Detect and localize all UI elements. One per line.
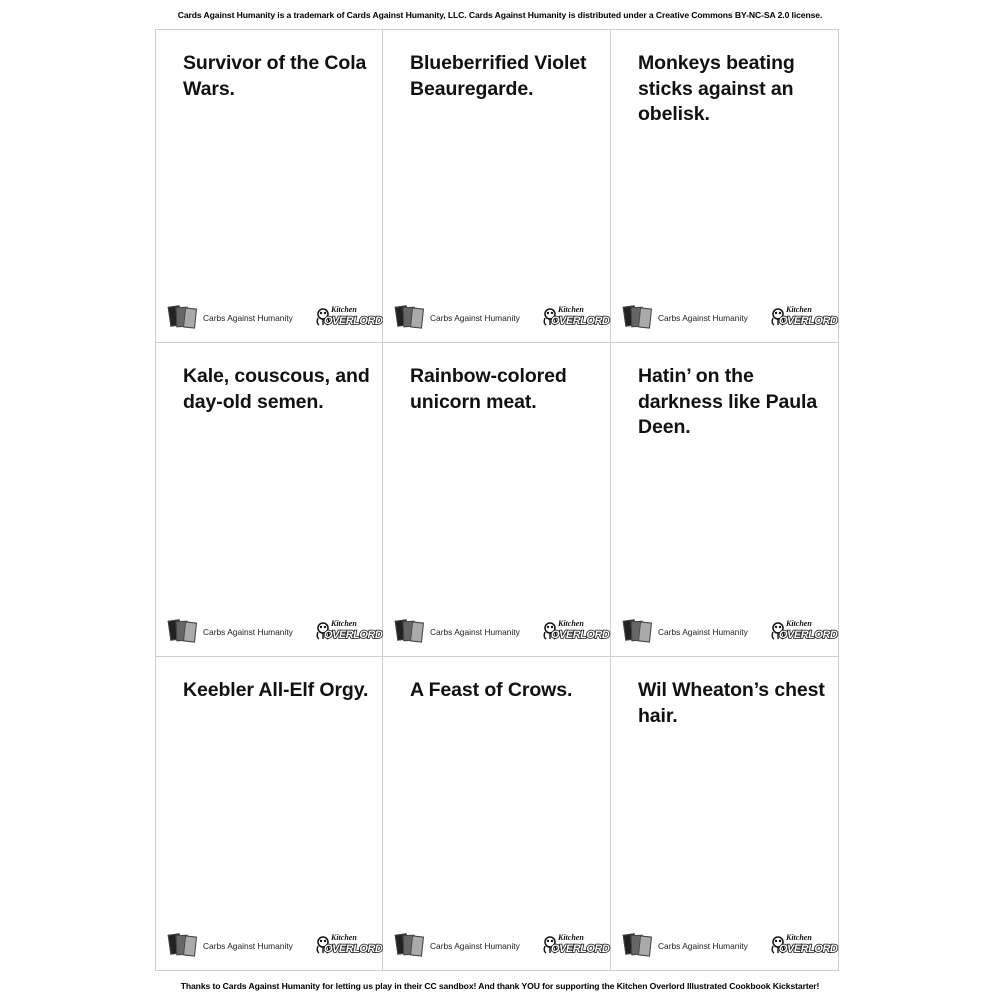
- stacked-cards-icon: [396, 306, 428, 328]
- kitchen-overlord-logo: [770, 305, 838, 329]
- deck-name: Carbs Against Humanity: [203, 313, 293, 323]
- card-footer: [624, 619, 838, 643]
- logo-bottom-text: OVERLORD: [779, 943, 838, 955]
- answer-card: [155, 657, 383, 971]
- answer-card: [155, 343, 383, 657]
- logo-bottom-text: OVERLORD: [551, 629, 610, 641]
- deck-name: Carbs Against Humanity: [430, 627, 520, 637]
- kitchen-overlord-logo: [542, 933, 610, 957]
- logo-bottom-text: OVERLORD: [779, 315, 838, 327]
- card-text: A Feast of Crows.: [410, 679, 573, 701]
- answer-card: [383, 29, 611, 343]
- stacked-cards-icon: [169, 934, 201, 956]
- card-footer: [169, 933, 383, 957]
- card-text: Hatin’ on the darkness like Paula Deen.: [638, 365, 818, 438]
- logo-top-text: Kitchen: [558, 933, 584, 942]
- logo-top-text: Kitchen: [786, 305, 812, 314]
- logo-bottom-text: OVERLORD: [324, 629, 383, 641]
- answer-card: [155, 29, 383, 343]
- card-text: Blueberrified Violet Beauregarde.: [410, 52, 587, 100]
- kitchen-overlord-logo: [315, 619, 383, 643]
- card-footer: [396, 619, 610, 643]
- logo-bottom-text: OVERLORD: [551, 315, 610, 327]
- trademark-notice: Cards Against Humanity is a trademark of Cards Against Humanity, LLC. Cards Against Humanity is distributed under a Creative Commons BY-NC-SA 2.0 license.: [177, 10, 823, 20]
- card-text: Rainbow-colored unicorn meat.: [410, 365, 567, 413]
- thanks-note: Thanks to Cards Against Humanity for letting us play in their CC sandbox! And thank YOU for supporting the Kitchen Overlord Illustrated Cookbook Kickstarter!: [180, 981, 820, 991]
- kitchen-overlord-logo: [770, 619, 838, 643]
- card-text: Wil Wheaton’s chest hair.: [638, 679, 825, 727]
- logo-top-text: Kitchen: [786, 619, 812, 628]
- answer-card: [611, 29, 839, 343]
- logo-top-text: Kitchen: [558, 619, 584, 628]
- stacked-cards-icon: [396, 620, 428, 642]
- answer-card: [383, 657, 611, 971]
- deck-name: Carbs Against Humanity: [203, 941, 293, 951]
- deck-name: Carbs Against Humanity: [430, 941, 520, 951]
- logo-top-text: Kitchen: [786, 933, 812, 942]
- kitchen-overlord-logo: [315, 305, 383, 329]
- card-footer: [624, 933, 838, 957]
- logo-top-text: Kitchen: [558, 305, 584, 314]
- logo-top-text: Kitchen: [331, 305, 357, 314]
- logo-bottom-text: OVERLORD: [551, 943, 610, 955]
- kitchen-overlord-logo: [770, 933, 838, 957]
- card-sheet: [155, 29, 839, 971]
- card-text: Keebler All-Elf Orgy.: [183, 679, 369, 701]
- card-text: Kale, couscous, and day-old semen.: [183, 365, 370, 413]
- card-footer: [396, 305, 610, 329]
- answer-card: [611, 657, 839, 971]
- card-footer: [169, 305, 383, 329]
- answer-card: [383, 343, 611, 657]
- card-footer: [396, 933, 610, 957]
- deck-name: Carbs Against Humanity: [658, 627, 748, 637]
- card-text: Monkeys beating sticks against an obelisk.: [638, 52, 795, 125]
- logo-top-text: Kitchen: [331, 933, 357, 942]
- card-text: Survivor of the Cola Wars.: [183, 52, 367, 100]
- card-footer: [169, 619, 383, 643]
- answer-card: [611, 343, 839, 657]
- stacked-cards-icon: [624, 934, 656, 956]
- deck-name: Carbs Against Humanity: [658, 313, 748, 323]
- kitchen-overlord-logo: [315, 933, 383, 957]
- deck-name: Carbs Against Humanity: [658, 941, 748, 951]
- kitchen-overlord-logo: [542, 305, 610, 329]
- logo-bottom-text: OVERLORD: [324, 943, 383, 955]
- card-footer: [624, 305, 838, 329]
- stacked-cards-icon: [169, 620, 201, 642]
- stacked-cards-icon: [396, 934, 428, 956]
- stacked-cards-icon: [169, 306, 201, 328]
- logo-bottom-text: OVERLORD: [324, 315, 383, 327]
- deck-name: Carbs Against Humanity: [203, 627, 293, 637]
- stacked-cards-icon: [624, 306, 656, 328]
- deck-name: Carbs Against Humanity: [430, 313, 520, 323]
- kitchen-overlord-logo: [542, 619, 610, 643]
- logo-top-text: Kitchen: [331, 619, 357, 628]
- logo-bottom-text: OVERLORD: [779, 629, 838, 641]
- stacked-cards-icon: [624, 620, 656, 642]
